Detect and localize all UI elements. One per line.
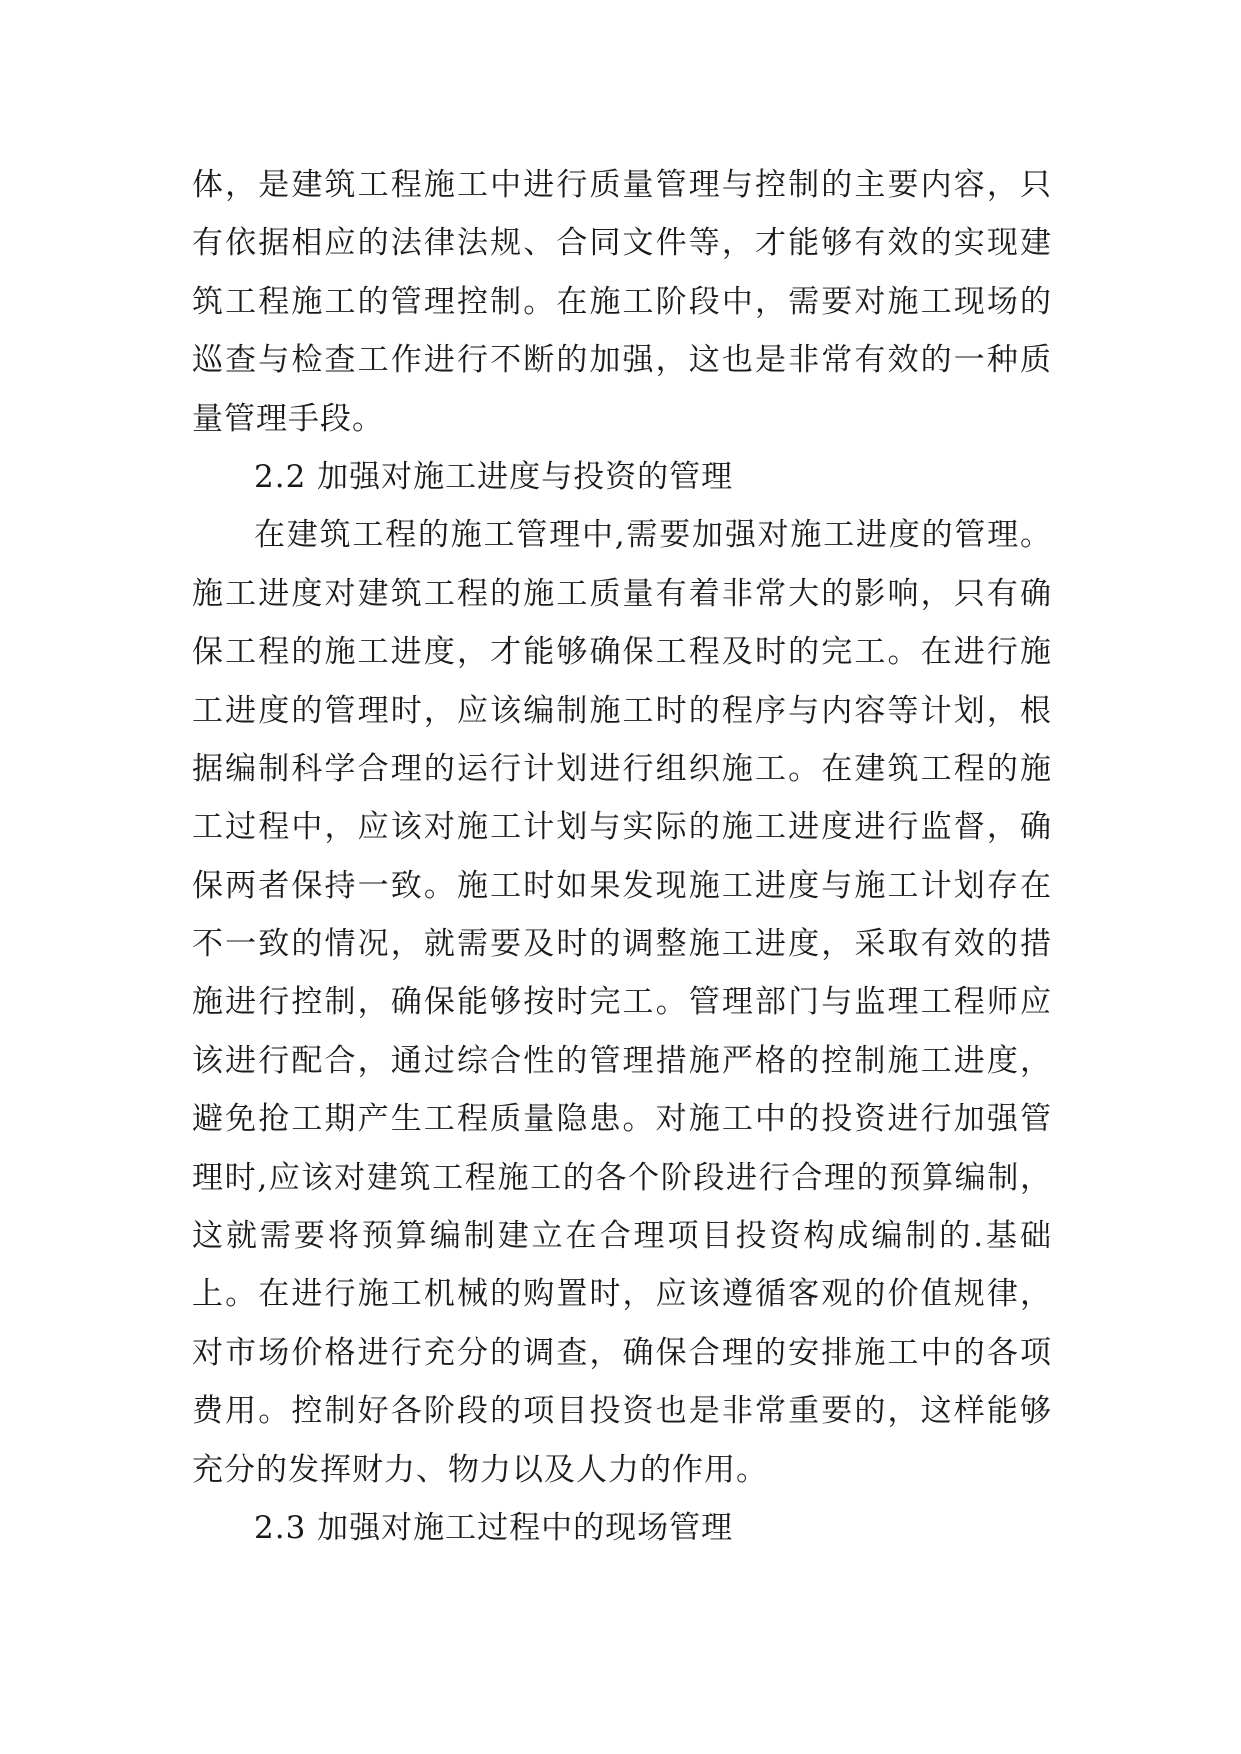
paragraph-line: 保两者保持一致。施工时如果发现施工进度与施工计划存在 [192,867,1052,904]
section-heading-2-2: 2.2 加强对施工进度与投资的管理 [254,458,734,495]
continued-paragraph [192,156,1052,448]
section-2-2-paragraph [192,506,1052,1499]
paragraph-line: 这就需要将预算编制建立在合理项目投资构成编制的.基础 [192,1218,1052,1255]
paragraph-line: 上。在进行施工机械的购置时，应该遵循客观的价值规律， [192,1276,1052,1313]
paragraph-line: 巡查与检查工作进行不断的加强，这也是非常有效的一种质 [192,342,1052,379]
paragraph-line: 对市场价格进行充分的调查，确保合理的安排施工中的各项 [192,1334,1052,1371]
paragraph-line: 有依据相应的法律法规、合同文件等，才能够有效的实现建 [192,225,1052,262]
paragraph-line: 工进度的管理时，应该编制施工时的程序与内容等计划，根 [192,692,1052,729]
paragraph-line: 筑工程施工的管理控制。在施工阶段中，需要对施工现场的 [192,283,1052,320]
document-body [192,156,1052,1557]
paragraph-line: 据编制科学合理的运行计划进行组织施工。在建筑工程的施 [192,750,1052,787]
paragraph-line: 工过程中，应该对施工计划与实际的施工进度进行监督，确 [192,809,1052,846]
paragraph-line: 施工进度对建筑工程的施工质量有着非常大的影响，只有确 [192,575,1052,612]
paragraph-line: 该进行配合，通过综合性的管理措施严格的控制施工进度， [192,1042,1052,1079]
paragraph-line: 费用。控制好各阶段的项目投资也是非常重要的，这样能够 [192,1393,1052,1430]
paragraph-line: 避免抢工期产生工程质量隐患。对施工中的投资进行加强管 [192,1101,1052,1138]
paragraph-line: 体，是建筑工程施工中进行质量管理与控制的主要内容，只 [192,167,1052,203]
section-heading-2-3: 2.3 加强对施工过程中的现场管理 [254,1509,734,1546]
paragraph-line: 量管理手段。 [192,400,384,437]
paragraph-line: 保工程的施工进度，才能够确保工程及时的完工。在进行施 [192,634,1052,671]
paragraph-line: 充分的发挥财力、物力以及人力的作用。 [192,1451,768,1488]
paragraph-line: 理时,应该对建筑工程施工的各个阶段进行合理的预算编制， [192,1159,1052,1196]
paragraph-line: 不一致的情况，就需要及时的调整施工进度，采取有效的措 [192,926,1052,963]
paragraph-line: 在建筑工程的施工管理中,需要加强对施工进度的管理。 [254,517,1052,554]
paragraph-line: 施进行控制，确保能够按时完工。管理部门与监理工程师应 [192,984,1052,1021]
